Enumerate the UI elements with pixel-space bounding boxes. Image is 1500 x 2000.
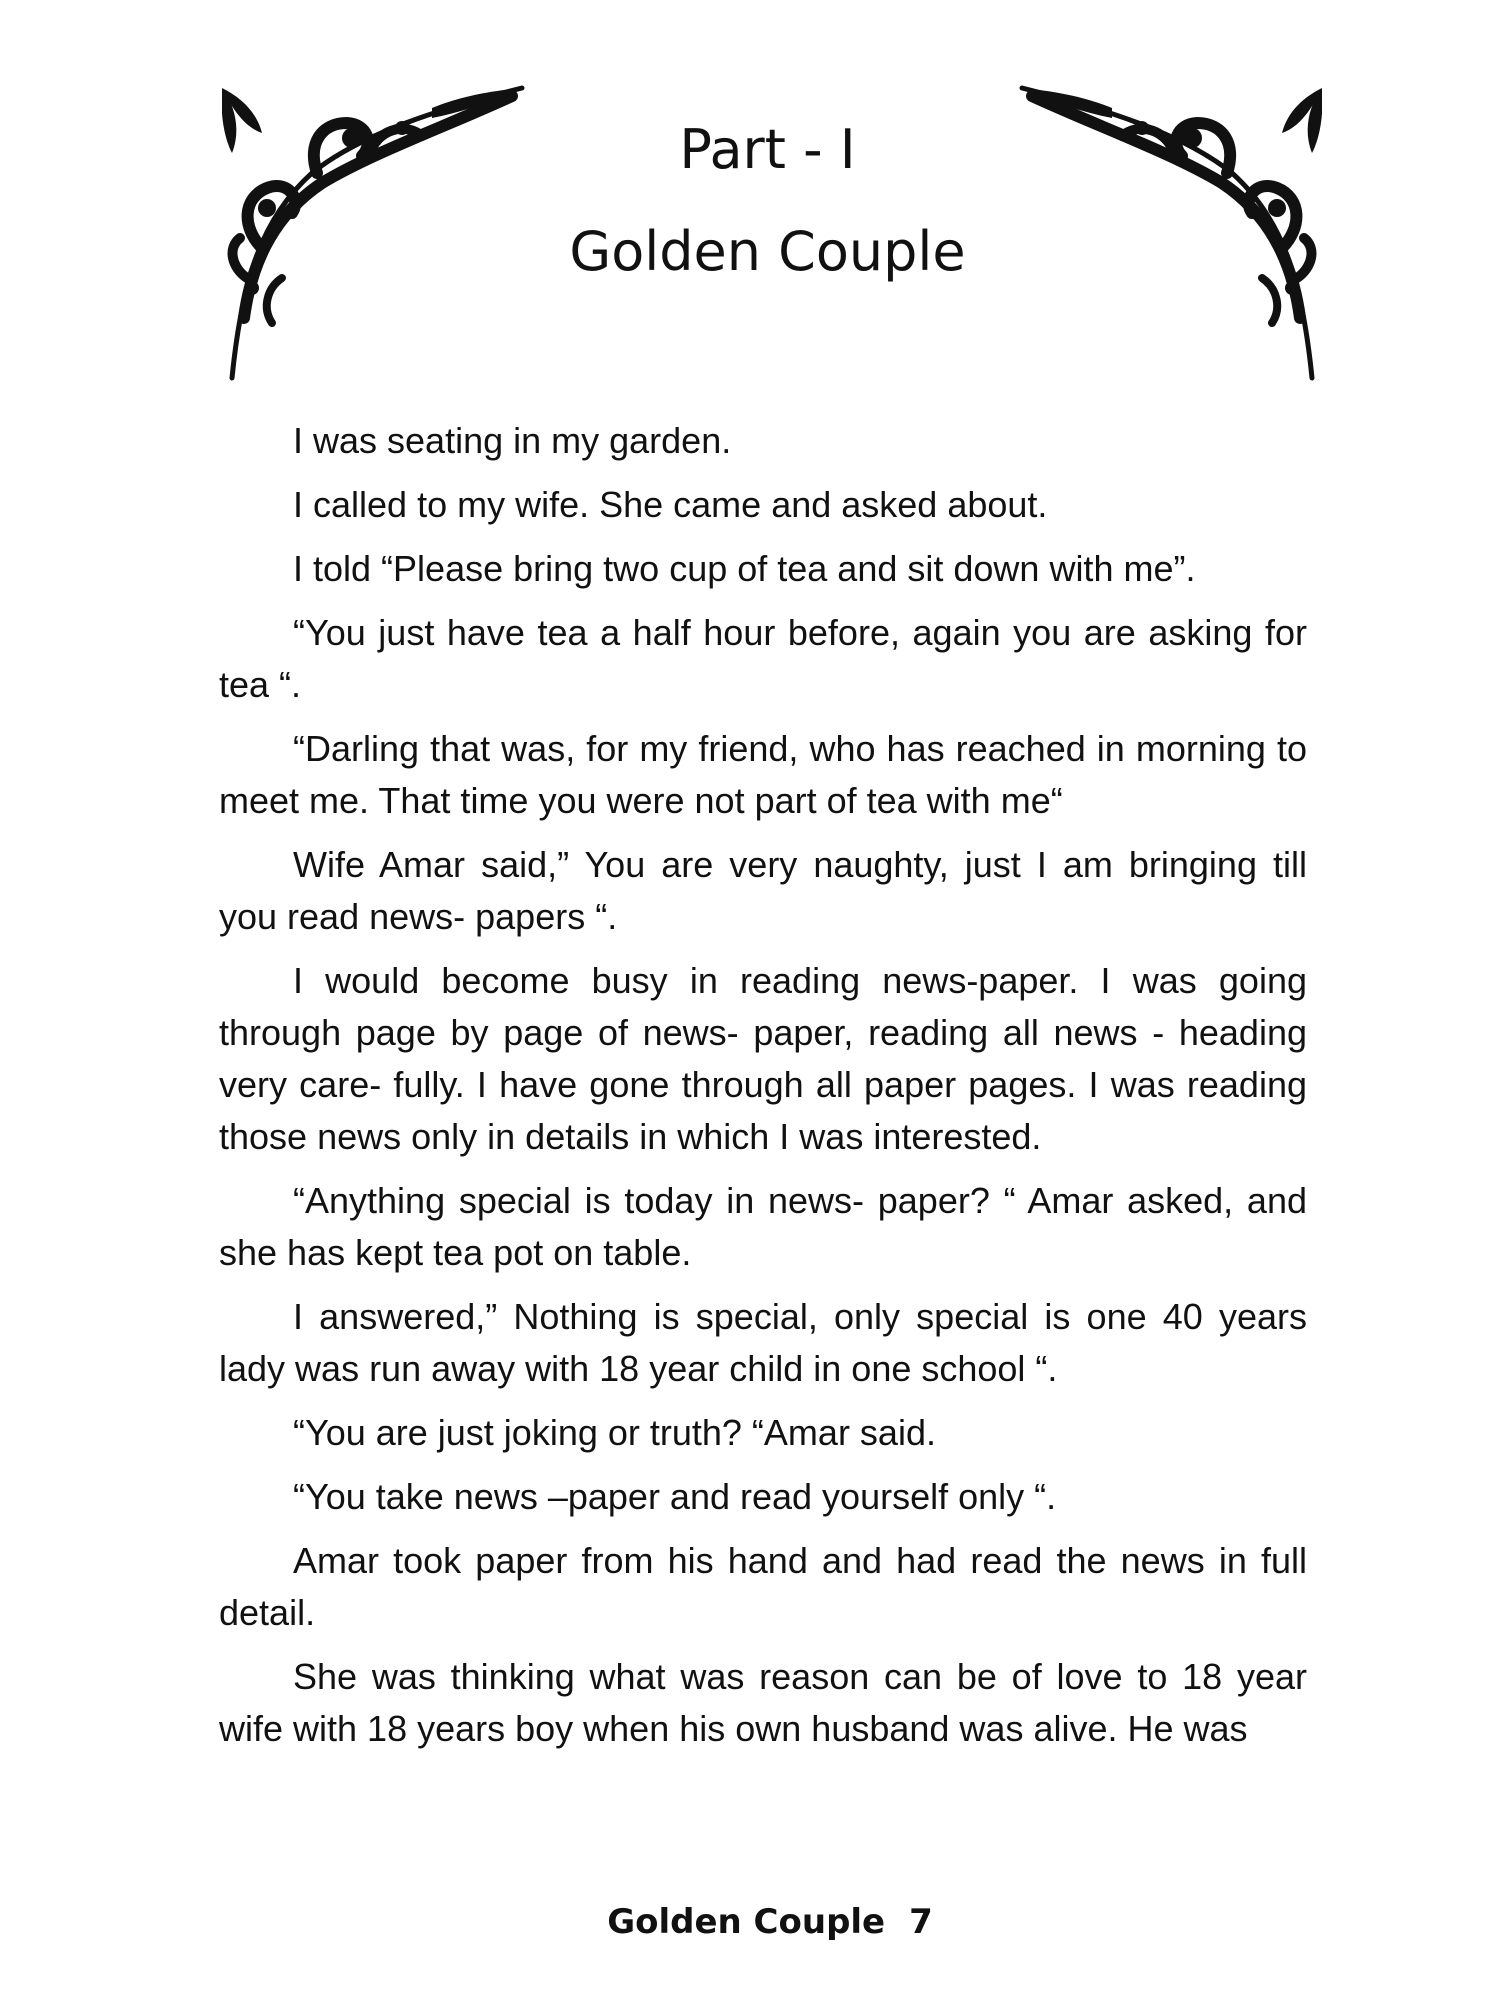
paragraph: Amar took paper from his hand and had read the news in full detail. [219,1540,1307,1633]
corner-flourish-icon [222,78,532,388]
paragraph: “Darling that was, for my friend, who has reached in morning to meet me. That time you were not part of tea with me“ [219,728,1307,821]
paragraph: “You take news –paper and read yourself only “. [293,1476,1057,1517]
paragraph: “Anything special is today in news- paper? “ Amar asked, and she has kept tea pot on table. [219,1180,1307,1273]
paragraph: I was seating in my garden. [293,420,732,461]
part-heading: Part - I [679,118,856,181]
corner-flourish-icon [1012,78,1322,388]
paragraph: “You just have tea a half hour before, again you are asking for tea “. [219,612,1307,705]
paragraph: I answered,” Nothing is special, only special is one 40 years lady was run away with 18 year child in one school “. [219,1296,1307,1389]
chapter-title: Golden Couple [569,220,966,283]
paragraph: She was thinking what was reason can be of love to 18 year wife with 18 years boy when his own husband was alive. He was [219,1656,1307,1749]
chapter-body [219,415,1307,1767]
page-footer [520,1902,1020,1942]
paragraph: “You are just joking or truth? “Amar said. [293,1412,936,1453]
paragraph: I told “Please bring two cup of tea and sit down with me”. [293,548,1196,589]
paragraph: I would become busy in reading news-paper. I was going through page by page of news- paper, reading all news - heading very care- fully. I have gone through all paper pages. I was reading those news only in details in which I was interested. [219,960,1307,1157]
page-number: 7 [909,1902,933,1942]
footer-title: Golden Couple [607,1902,886,1942]
paragraph: I called to my wife. She came and asked about. [293,484,1048,525]
paragraph: Wife Amar said,” You are very naughty, just I am bringing till you read news- papers “. [219,844,1307,937]
